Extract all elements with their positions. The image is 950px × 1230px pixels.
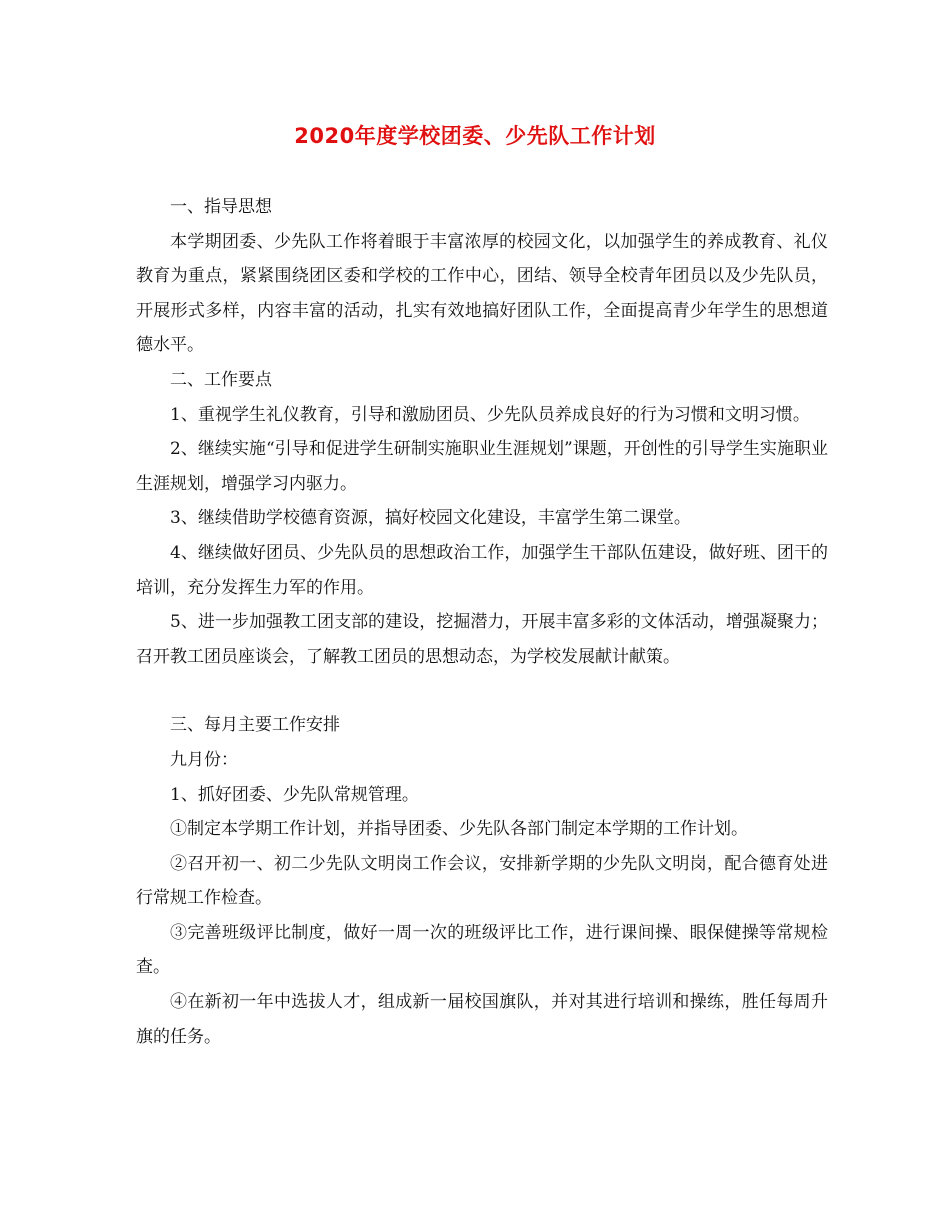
document-title: 2020年度学校团委、少先队工作计划	[294, 124, 656, 148]
september-subitem-3: ③完善班级评比制度，做好一周一次的班级评比工作，进行课间操、眼保健操等常规检查。	[136, 922, 828, 978]
work-point-1: 1、重视学生礼仪教育，引导和激励团员、少先队员养成良好的行为习惯和文明习惯。	[170, 404, 810, 425]
work-point-4: 4、继续做好团员、少先队员的思想政治工作，加强学生干部队伍建设，做好班、团干的培训，充分发挥生力军的作用。	[136, 542, 828, 598]
heading-work-points: 二、工作要点	[170, 369, 272, 390]
document-body	[136, 190, 828, 1054]
heading-monthly-schedule: 三、每月主要工作安排	[170, 715, 340, 736]
work-point-2: 2、继续实施“引导和促进学生研制实施职业生涯规划”课题，开创性的引导学生实施职业生涯规划，增强学习内驱力。	[136, 439, 828, 494]
month-september: 九月份：	[170, 749, 238, 770]
work-point-3: 3、继续借助学校德育资源，搞好校园文化建设，丰富学生第二课堂。	[170, 508, 691, 529]
paragraph-guiding-ideology: 本学期团委、少先队工作将着眼于丰富浓厚的校园文化，以加强学生的养成教育、礼仪教育为重点，紧紧围绕团区委和学校的工作中心，团结、领导全校青年团员以及少先队员，开展形式多样，内容丰富的活动，扎实有效地搞好团队工作，全面提高青少年学生的思想道德水平。	[136, 231, 828, 356]
heading-guiding-ideology: 一、指导思想	[170, 197, 272, 217]
work-point-5: 5、进一步加强教工团支部的建设，挖掘潜力，开展丰富多彩的文体活动，增强凝聚力；召开教工团员座谈会，了解教工团员的思想动态，为学校发展献计献策。	[136, 612, 828, 667]
september-subitem-2: ②召开初一、初二少先队文明岗工作会议，安排新学期的少先队文明岗，配合德育处进行常规工作检查。	[136, 853, 828, 909]
september-subitem-4: ④在新初一年中选拔人才，组成新一届校国旗队，并对其进行培训和操练，胜任每周升旗的任务。	[136, 992, 828, 1047]
september-subitem-1: ①制定本学期工作计划，并指导团委、少先队各部门制定本学期的工作计划。	[170, 819, 748, 840]
september-item-1: 1、抓好团委、少先队常规管理。	[170, 784, 419, 805]
